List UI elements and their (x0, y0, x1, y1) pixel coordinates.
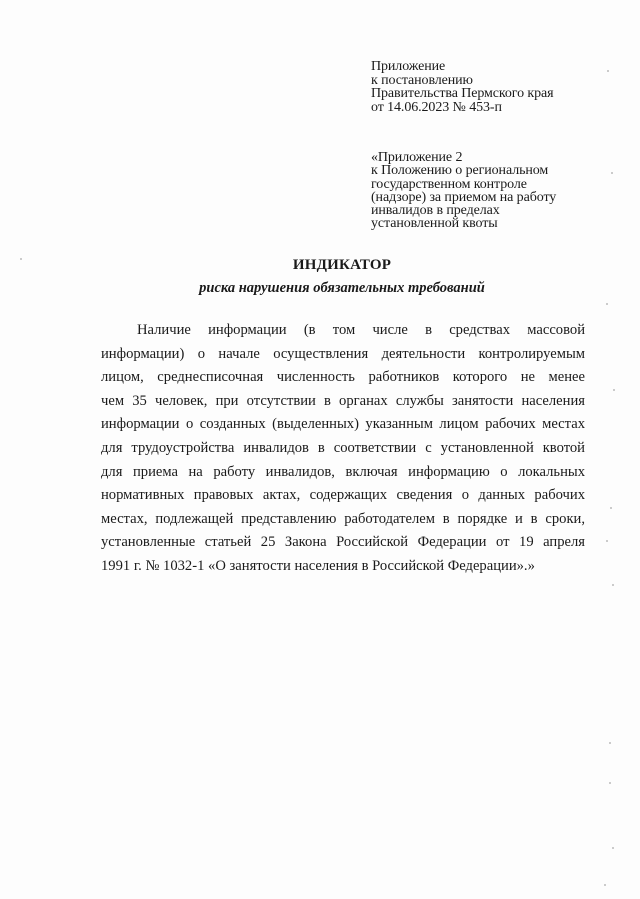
appendix2-line: государственном контроле (371, 176, 527, 192)
appendix-header (371, 60, 553, 114)
appendix2-line: инвалидов в пределах (371, 203, 500, 219)
body-line: для приема на работу инвалидов, включая информацию о локальных (101, 463, 585, 480)
scan-speck (20, 258, 22, 260)
body-line: Наличие информации (в том числе в средствах массовой (137, 322, 585, 338)
scan-speck (612, 847, 614, 849)
scan-speck (604, 884, 606, 886)
body-line: нормативных правовых актах, содержащих сведения о данных рабочих (101, 487, 585, 504)
scan-speck (606, 303, 608, 305)
appendix2-line: к Положению о региональном (371, 163, 549, 179)
scan-speck (609, 742, 611, 744)
appendix-line: к постановлению (371, 72, 473, 88)
body-line: чем 35 человек, при отсутствии в органах службы занятости населения (101, 392, 585, 409)
appendix2-header (371, 151, 556, 231)
appendix2-line: установленной квоты (371, 216, 498, 232)
appendix2-line: (надзоре) за приемом на работу (371, 189, 557, 205)
appendix-line: Приложение (371, 59, 446, 74)
appendix-line: Правительства Пермского края (371, 86, 554, 101)
scan-speck (607, 70, 609, 72)
scan-speck (606, 540, 608, 542)
body-line: информации о созданных (выделенных) указанным лицом рабочих местах (101, 416, 585, 433)
scan-speck (609, 782, 611, 784)
appendix2-line: «Приложение 2 (371, 150, 463, 165)
document-title: ИНДИКАТОР (292, 257, 392, 273)
body-line: информации) о начале осуществления деятельности контролируемым (101, 345, 585, 362)
body-line: 1991 г. № 1032-1 «О занятости населения в Российской Федерации».» (101, 557, 535, 574)
body-line: местах, подлежащей представлению работодателем в порядке и в сроки, (101, 510, 585, 527)
body-line: для трудоустройства инвалидов в соответствии с установленной квотой (101, 439, 585, 456)
scan-speck (612, 584, 614, 586)
document-subtitle: риска нарушения обязательных требований (199, 280, 485, 296)
appendix-line: от 14.06.2023 № 453-п (371, 99, 502, 115)
body-line: лицом, среднесписочная численность работников которого не менее (101, 369, 585, 386)
scan-speck (613, 389, 615, 391)
scan-speck (611, 172, 613, 174)
body-paragraph (101, 319, 585, 579)
body-line: установленные статьей 25 Закона Российской Федерации от 19 апреля (101, 534, 585, 551)
scan-speck (610, 507, 612, 509)
